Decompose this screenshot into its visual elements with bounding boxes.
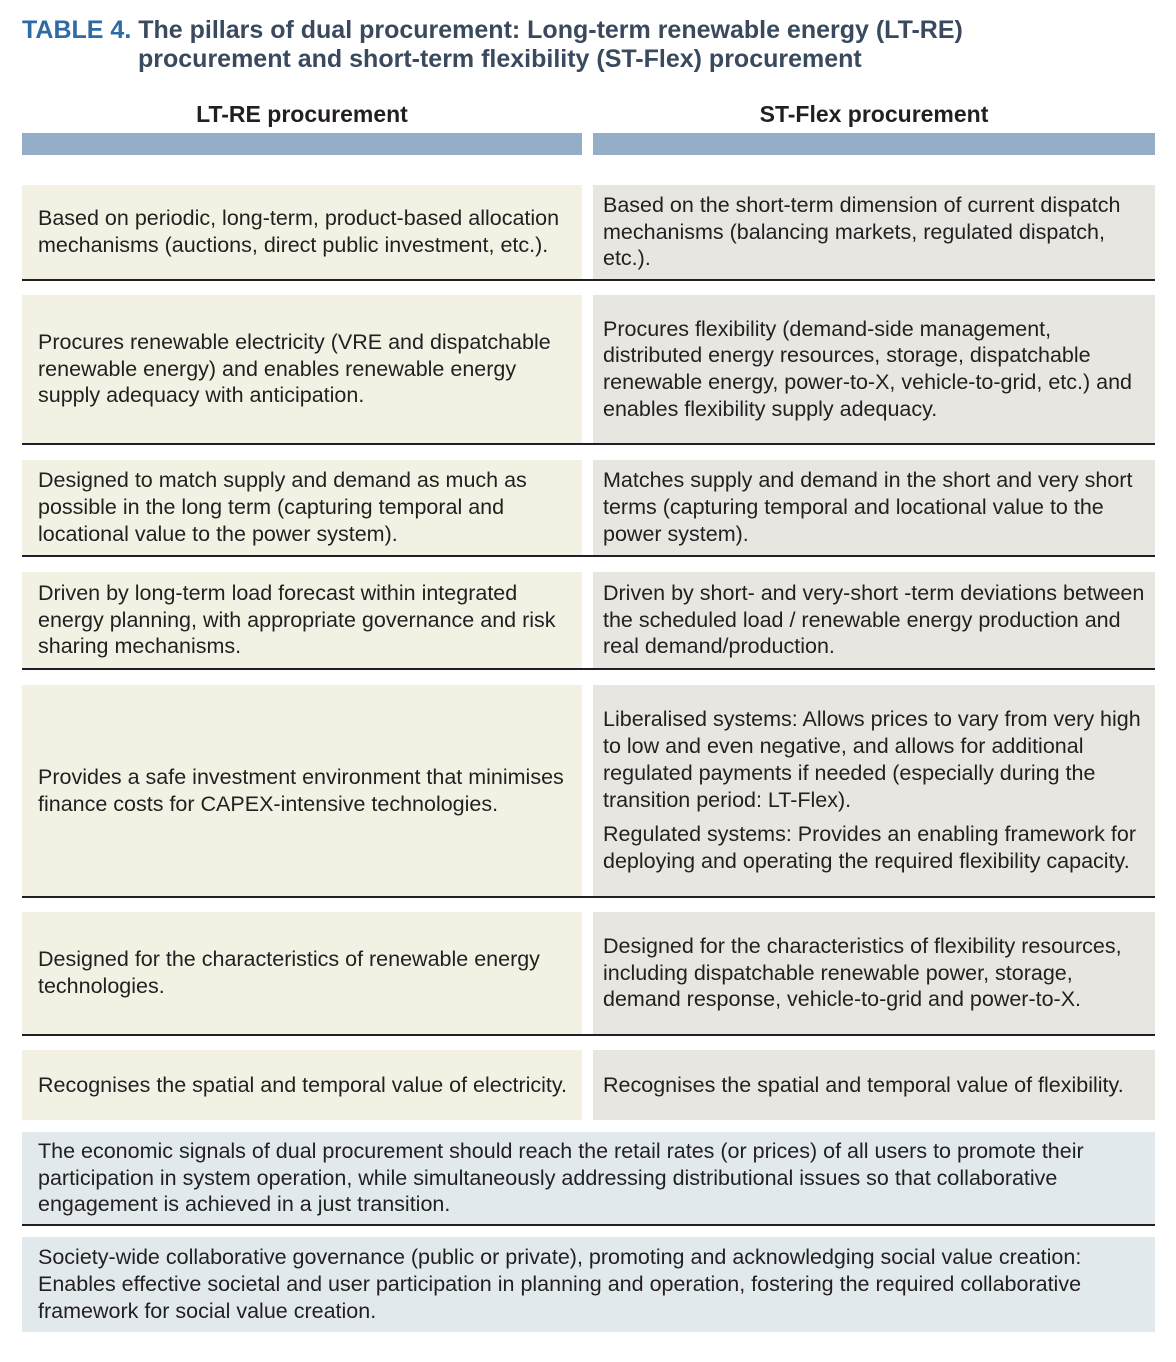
table-cell-st-flex bbox=[593, 460, 1155, 555]
cell-text: Procures renewable electricity (VRE and dispatchable renewable energy) and enables renewable energy supply adequacy with anticipation. bbox=[38, 329, 551, 408]
row-divider bbox=[22, 443, 1155, 445]
column-header-band-left bbox=[22, 133, 582, 155]
row-divider bbox=[22, 668, 1155, 670]
row-divider bbox=[22, 1224, 1155, 1226]
table-cell-lt-re bbox=[22, 572, 582, 668]
title-text-1: The pillars of dual procurement: Long-term renewable energy (LT-RE) bbox=[138, 16, 963, 44]
table-footer-row bbox=[22, 1132, 1155, 1224]
table-cell-lt-re bbox=[22, 460, 582, 555]
row-divider bbox=[22, 555, 1155, 557]
cell-text: Based on periodic, long-term, product-based allocation mechanisms (auctions, direct public investment, etc.). bbox=[38, 206, 560, 257]
cell-text: Recognises the spatial and temporal value of electricity. bbox=[38, 1072, 568, 1097]
cell-text: Matches supply and demand in the short and very short terms (capturing temporal and locational value to the power system). bbox=[603, 468, 1133, 546]
cell-text: Procures flexibility (demand-side management, distributed energy resources, storage, dispatchable renewable energy, power-to-X, vehicle-to-grid, etc.) and enables flexibility supply adequacy. bbox=[603, 316, 1132, 421]
cell-text: Based on the short-term dimension of current dispatch mechanisms (balancing markets, regulated dispatch, etc.). bbox=[603, 192, 1121, 271]
title-line-2: procurement and short-term flexibility (ST-Flex) procurement bbox=[138, 45, 862, 73]
footer-text: Society-wide collaborative governance (public or private), promoting and acknowledging social value creation: Enables effective societal and user participation in planning and operation, fostering the required collaborative framework for social value creation. bbox=[38, 1245, 1082, 1323]
table-title bbox=[22, 16, 1152, 74]
title-line-1 bbox=[22, 16, 1152, 45]
column-header-band-right bbox=[593, 133, 1155, 155]
column-header-lt-re: LT-RE procurement bbox=[196, 101, 408, 127]
table-footer-row bbox=[22, 1237, 1155, 1332]
cell-text: Designed for the characteristics of flexibility resources, including dispatchable renewable power, storage, demand response, vehicle-to-grid and power-to-X. bbox=[603, 933, 1122, 1012]
footer-text: The economic signals of dual procurement should reach the retail rates (or prices) of all users to promote their participation in system operation, while simultaneously addressing distributional issues so that collaborative engagement is achieved in a just transition. bbox=[38, 1138, 1084, 1217]
table-cell-st-flex bbox=[593, 912, 1155, 1034]
table-cell-st-flex bbox=[593, 572, 1155, 668]
column-header-st-flex: ST-Flex procurement bbox=[759, 101, 989, 127]
table-label: TABLE 4. bbox=[22, 16, 132, 44]
cell-text: Driven by short- and very-short -term deviations between the scheduled load / renewable energy production and real demand/production. bbox=[603, 580, 1145, 659]
cell-text: Liberalised systems: Allows prices to vary from very high to low and even negative, and allows for additional regulated payments if needed (especially during the transition period: LT-Flex). bbox=[603, 707, 1141, 812]
row-divider bbox=[22, 896, 1155, 898]
row-divider bbox=[22, 279, 1155, 281]
table-cell-st-flex bbox=[593, 685, 1155, 896]
cell-text: Recognises the spatial and temporal value of flexibility. bbox=[603, 1072, 1124, 1097]
table-cell-st-flex bbox=[593, 295, 1155, 443]
table-cell-lt-re bbox=[22, 1050, 582, 1120]
table-cell-st-flex bbox=[593, 185, 1155, 279]
cell-text: Provides a safe investment environment that minimises finance costs for CAPEX-intensive technologies. bbox=[38, 764, 564, 816]
cell-text: Designed to match supply and demand as much as possible in the long term (capturing temporal and locational value to the power system). bbox=[38, 468, 527, 546]
table-cell-lt-re bbox=[22, 912, 582, 1034]
cell-text: Regulated systems: Provides an enabling framework for deploying and operating the required flexibility capacity. bbox=[603, 822, 1136, 873]
row-divider bbox=[22, 1034, 1155, 1036]
cell-text: Driven by long-term load forecast within integrated energy planning, with appropriate governance and risk sharing mechanisms. bbox=[38, 580, 556, 659]
table-cell-lt-re bbox=[22, 185, 582, 279]
table-cell-lt-re bbox=[22, 685, 582, 896]
table-cell-lt-re bbox=[22, 295, 582, 443]
cell-text: Designed for the characteristics of renewable energy technologies. bbox=[38, 947, 540, 998]
table-cell-st-flex bbox=[593, 1050, 1155, 1120]
